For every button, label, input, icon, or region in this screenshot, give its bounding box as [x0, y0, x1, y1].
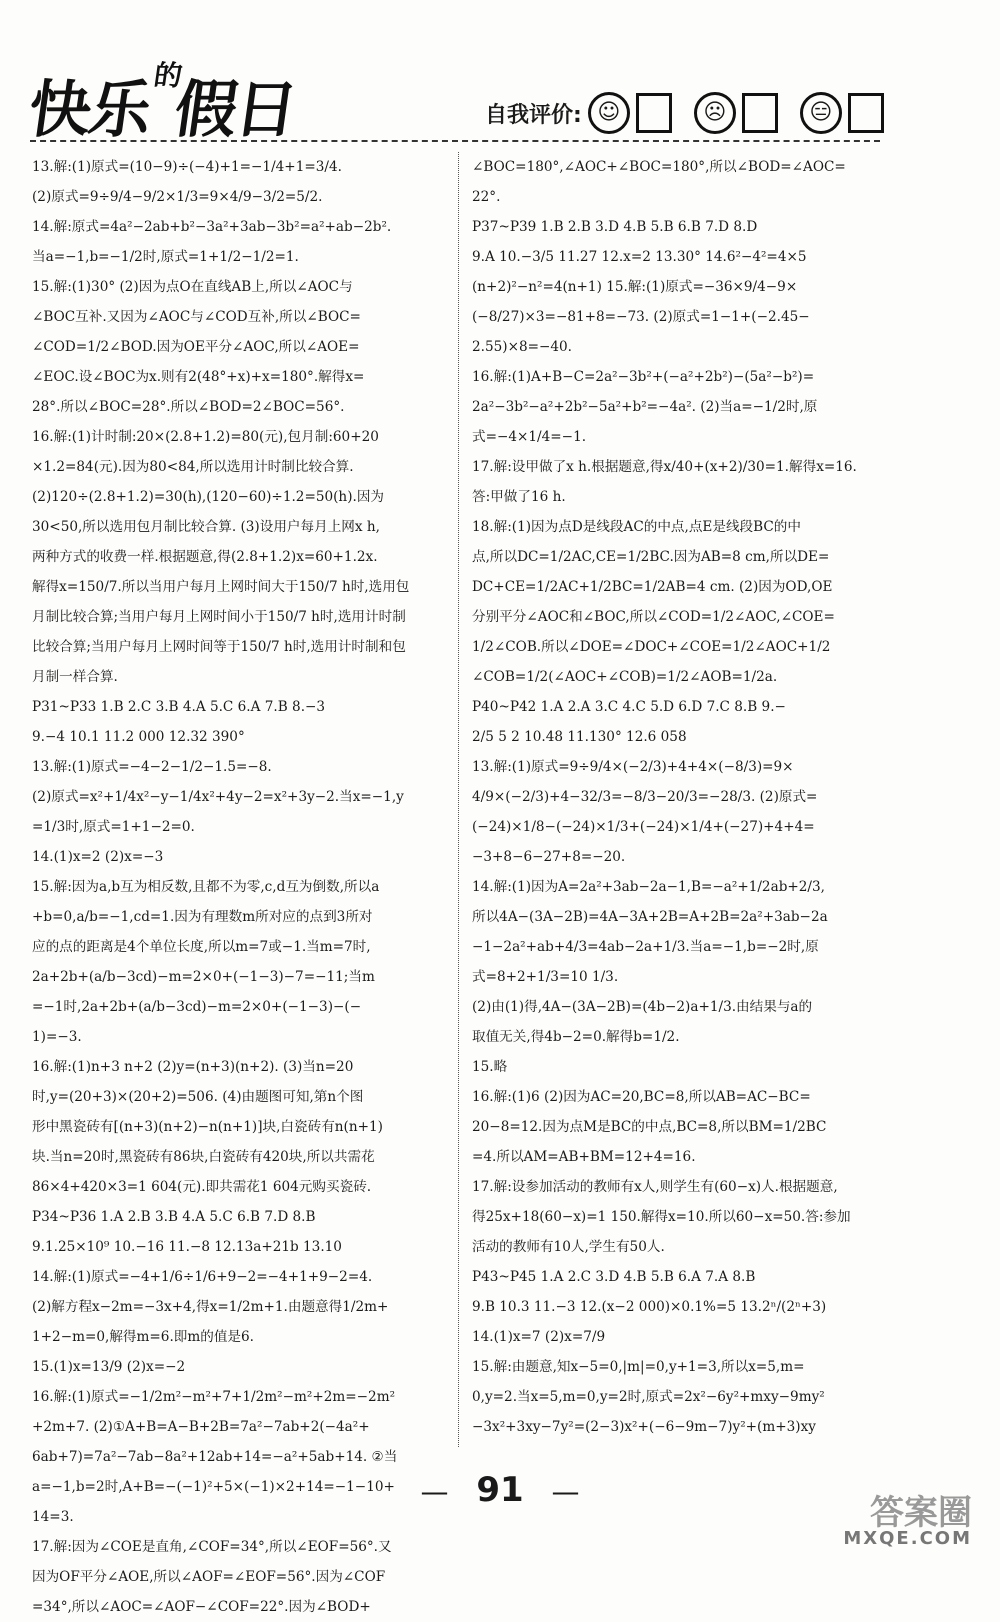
- self-eval-label: 自我评价:: [485, 102, 582, 128]
- answer-line: 9.1.25×10⁹ 10.−16 11.−8 12.13a+21b 13.10: [32, 1239, 342, 1255]
- footer-dash-right: —: [551, 1475, 580, 1508]
- answer-line: ×1.2=84(元).因为80<84,所以选用计时制比较合算.: [32, 459, 354, 475]
- page-number: 91: [476, 1470, 524, 1510]
- answer-line: =4.所以AM=AB+BM=12+4=16.: [472, 1149, 696, 1165]
- answer-line: ∠BOC=180°,∠AOC+∠BOC=180°,所以∠BOD=∠AOC=: [472, 159, 846, 175]
- logo: 快乐$^的$假日: [24, 59, 301, 146]
- answer-line: 14.解:(1)原式=−4+1/6÷1/6+9−2=−4+1+9−2=4.: [32, 1269, 373, 1285]
- answer-line: 16.解:(1)原式=−1/2m²−m²+7+1/2m²−m²+2m=−2m²: [32, 1389, 396, 1405]
- answer-line: 9.−4 10.1 11.2 000 12.32 390°: [32, 729, 245, 745]
- watermark: [843, 1493, 972, 1549]
- answer-line: −1−2a²+ab+4/3=4ab−2a+1/3.当a=−1,b=−2时,原: [472, 939, 819, 955]
- answer-line: 答:甲做了16 h.: [472, 489, 566, 505]
- answer-line: ∠EOC.设∠BOC为x.则有2(48°+x)+x=180°.解得x=: [32, 369, 365, 385]
- right-column: [472, 152, 892, 1442]
- checkbox-smile[interactable]: [636, 93, 672, 133]
- answer-line: =34°,所以∠AOC=∠AOF−∠COF=22°.因为∠BOD+: [32, 1599, 371, 1615]
- answer-line: (2)120÷(2.8+1.2)=30(h),(120−60)÷1.2=50(h).因为: [32, 489, 385, 505]
- answer-line: 得25x+18(60−x)=1 150.解得x=10.所以60−x=50.答:参加: [472, 1209, 851, 1225]
- answer-line: 解得x=150/7.所以当用户每月上网时间大于150/7 h时,选用包: [32, 579, 410, 595]
- answer-line: DC+CE=1/2AC+1/2BC=1/2AB=4 cm. (2)因为OD,OE: [472, 579, 833, 595]
- answer-line: 16.解:(1)A+B−C=2a²−3b²+(−a²+2b²)−(5a²−b²)=: [472, 369, 815, 385]
- answer-line: (n+2)²−n²=4(n+1) 15.解:(1)原式=−36×9/4−9×: [472, 279, 798, 295]
- answer-line: ∠COB=1/2(∠AOC+∠COB)=1/2∠AOB=1/2a.: [472, 669, 778, 685]
- answer-line: 13.解:(1)原式=9÷9/4×(−2/3)+4+4×(−8/3)=9×: [472, 759, 794, 775]
- answer-line: 分别平分∠AOC和∠BOC,所以∠COD=1/2∠AOC,∠COE=: [472, 609, 835, 625]
- answer-line: 13.解:(1)原式=(10−9)÷(−4)+1=−1/4+1=3/4.: [32, 159, 342, 175]
- answer-line: 2a+2b+(a/b−3cd)−m=2×0+(−1−3)−7=−11;当m: [32, 969, 375, 985]
- answer-line: 2a²−3b²−a²+2b²−5a²+b²=−4a². (2)当a=−1/2时,原: [472, 399, 818, 415]
- answer-line: 0,y=2.当x=5,m=0,y=2时,原式=2x²−6y²+mxy−9my²: [472, 1389, 825, 1405]
- answer-line: 16.解:(1)6 (2)因为AC=20,BC=8,所以AB=AC−BC=: [472, 1089, 811, 1105]
- answer-line: −3+8−6−27+8=−20.: [472, 849, 626, 865]
- answer-line: 28°.所以∠BOC=28°.所以∠BOD=2∠BOC=56°.: [32, 399, 345, 415]
- answer-line: 活动的教师有10人,学生有50人.: [472, 1239, 665, 1255]
- answer-line: (−8/27)×3=−81+8=−73. (2)原式=1−1+(−2.45−: [472, 309, 810, 325]
- answer-line: +b=0,a/b=−1,cd=1.因为有理数m所对应的点到3所对: [32, 909, 373, 925]
- answer-line: 1)=−3.: [32, 1029, 82, 1045]
- answer-line: 15.(1)x=13/9 (2)x=−2: [32, 1359, 186, 1375]
- answer-line: 9.A 10.−3/5 11.27 12.x=2 13.30° 14.6²−4²=4×5: [472, 249, 807, 265]
- answer-line: P34~P36 1.A 2.B 3.B 4.A 5.C 6.B 7.D 8.B: [32, 1209, 316, 1225]
- answer-line: 月制比较合算;当用户每月上网时间小于150/7 h时,选用计时制: [32, 609, 406, 625]
- answer-line: ∠BOC互补.又因为∠AOC与∠COD互补,所以∠BOC=: [32, 309, 361, 325]
- answer-line: 22°.: [472, 189, 501, 205]
- checkbox-sad[interactable]: [742, 93, 778, 133]
- answer-line: (−24)×1/8−(−24)×1/3+(−24)×1/4+(−27)+4+4=: [472, 819, 815, 835]
- answer-line: 因为OF平分∠AOE,所以∠AOF=∠EOF=56°.因为∠COF: [32, 1569, 386, 1585]
- answer-line: =−1时,2a+2b+(a/b−3cd)−m=2×0+(−1−3)−(−: [32, 999, 362, 1015]
- answer-line: 1+2−m=0,解得m=6.即m的值是6.: [32, 1329, 254, 1345]
- answer-line: 1/2∠COB.所以∠DOE=∠DOC+∠COE=1/2∠AOC+1/2: [472, 639, 831, 655]
- answer-line: P40~P42 1.A 2.A 3.C 4.C 5.D 6.D 7.C 8.B 9.−: [472, 699, 786, 715]
- watermark-url: MXQE.COM: [843, 1528, 972, 1549]
- answer-line: (2)解方程x−2m=−3x+4,得x=1/2m+1.由题意得1/2m+: [32, 1299, 389, 1315]
- answer-line: 14=3.: [32, 1509, 74, 1525]
- answer-line: a=−1,b=2时,A+B=−(−1)²+5×(−1)×2+14=−1−10+: [32, 1479, 395, 1495]
- answer-line: 30<50,所以选用包月制比较合算. (3)设用户每月上网x h,: [32, 519, 380, 535]
- answer-line: 月制一样合算.: [32, 669, 118, 685]
- answer-line: 18.解:(1)因为点D是线段AC的中点,点E是线段BC的中: [472, 519, 801, 535]
- answer-line: 14.(1)x=7 (2)x=7/9: [472, 1329, 606, 1345]
- answer-line: 4/9×(−2/3)+4−32/3=−8/3−20/3=−28/3. (2)原式=: [472, 789, 818, 805]
- answer-line: 形中黑瓷砖有[(n+3)(n+2)−n(n+1)]块,白瓷砖有n(n+1): [32, 1119, 383, 1135]
- answer-line: P37~P39 1.B 2.B 3.D 4.B 5.B 6.B 7.D 8.D: [472, 219, 758, 235]
- answer-line: −3x²+3xy−7y²=(2−3)x²+(−6−9m−7)y²+(m+3)xy: [472, 1419, 816, 1435]
- answer-line: 6ab+7)=7a²−7ab−8a²+12ab+14=−a²+5ab+14. ②当: [32, 1449, 398, 1465]
- answer-line: 时,y=(20+3)×(20+2)=506. (4)由题图可知,第n个图: [32, 1089, 364, 1105]
- answer-line: (2)原式=9÷9/4−9/2×1/3=9×4/9−3/2=5/2.: [32, 189, 323, 205]
- answer-line: 14.解:(1)因为A=2a²+3ab−2a−1,B=−a²+1/2ab+2/3,: [472, 879, 825, 895]
- answer-line: ∠COD=1/2∠BOD.因为OE平分∠AOC,所以∠AOE=: [32, 339, 360, 355]
- answer-line: 13.解:(1)原式=−4−2−1/2−1.5=−8.: [32, 759, 272, 775]
- footer-dash-left: —: [420, 1475, 449, 1508]
- left-column: [32, 152, 450, 1622]
- answer-line: 15.解:由题意,知x−5=0,|m|=0,y+1=3,所以x=5,m=: [472, 1359, 805, 1375]
- answer-line: 当a=−1,b=−1/2时,原式=1+1/2−1/2=1.: [32, 249, 299, 265]
- answer-line: 应的点的距离是4个单位长度,所以m=7或−1.当m=7时,: [32, 939, 371, 955]
- page-header: [0, 0, 1000, 150]
- neutral-face-icon: 😑: [800, 92, 842, 134]
- answer-line: 取值无关,得4b−2=0.解得b=1/2.: [472, 1029, 680, 1045]
- answer-line: 2/5 5 2 10.48 11.130° 12.6 058: [472, 729, 687, 745]
- answer-line: 86×4+420×3=1 604(元).即共需花1 604元购买瓷砖.: [32, 1179, 372, 1195]
- answer-line: 15.略: [472, 1059, 508, 1075]
- answer-line: 14.(1)x=2 (2)x=−3: [32, 849, 164, 865]
- sad-face-icon: ☹: [694, 92, 736, 134]
- answer-line: 14.解:原式=4a²−2ab+b²−3a²+3ab−3b²=a²+ab−2b².: [32, 219, 392, 235]
- answer-line: 比较合算;当用户每月上网时间等于150/7 h时,选用计时制和包: [32, 639, 406, 655]
- answer-line: 20−8=12.因为点M是BC的中点,BC=8,所以BM=1/2BC: [472, 1119, 827, 1135]
- watermark-logo: 答案圈: [870, 1493, 972, 1533]
- answer-line: 2.55)×8=−40.: [472, 339, 573, 355]
- header-divider: [30, 140, 880, 142]
- answer-line: 15.解:因为a,b互为相反数,且都不为零,c,d互为倒数,所以a: [32, 879, 380, 895]
- answer-line: 16.解:(1)计时制:20×(2.8+1.2)=80(元),包月制:60+20: [32, 429, 379, 445]
- answer-line: 点,所以DC=1/2AC,CE=1/2BC.因为AB=8 cm,所以DE=: [472, 549, 830, 565]
- answer-line: (2)原式=x²+1/4x²−y−1/4x²+4y−2=x²+3y−2.当x=−1,y: [32, 789, 404, 805]
- answer-line: 17.解:设参加活动的教师有x人,则学生有(60−x)人.根据题意,: [472, 1179, 838, 1195]
- answer-line: P43~P45 1.A 2.C 3.D 4.B 5.B 6.A 7.A 8.B: [472, 1269, 756, 1285]
- column-divider: [458, 152, 459, 1447]
- answer-line: =1/3时,原式=1+1−2=0.: [32, 819, 195, 835]
- answer-line: 所以4A−(3A−2B)=4A−3A+2B=A+2B=2a²+3ab−2a: [472, 909, 828, 925]
- answer-line: 式=−4×1/4=−1.: [472, 429, 587, 445]
- answer-line: (2)由(1)得,4A−(3A−2B)=(4b−2)a+1/3.由结果与a的: [472, 999, 813, 1015]
- answer-line: 两种方式的收费一样.根据题意,得(2.8+1.2)x=60+1.2x.: [32, 549, 378, 565]
- answer-line: 17.解:设甲做了x h.根据题意,得x/40+(x+2)/30=1.解得x=16.: [472, 459, 857, 475]
- answer-line: 15.解:(1)30° (2)因为点O在直线AB上,所以∠AOC与: [32, 279, 353, 295]
- self-evaluation: [485, 92, 900, 134]
- checkbox-neutral[interactable]: [848, 93, 884, 133]
- answer-line: 9.B 10.3 11.−3 12.(x−2 000)×0.1%=5 13.2ⁿ/(2ⁿ+3): [472, 1299, 827, 1315]
- answer-line: 17.解:因为∠COE是直角,∠COF=34°,所以∠EOF=56°.又: [32, 1539, 392, 1555]
- answer-line: 块.当n=20时,黑瓷砖有86块,白瓷砖有420块,所以共需花: [32, 1149, 375, 1165]
- answer-line: P31~P33 1.B 2.C 3.B 4.A 5.C 6.A 7.B 8.−3: [32, 699, 326, 715]
- answer-line: +2m+7. (2)①A+B=A−B+2B=7a²−7ab+2(−4a²+: [32, 1419, 370, 1435]
- answer-line: 式=8+2+1/3=10 1/3.: [472, 969, 619, 985]
- smile-face-icon: ☺: [588, 92, 630, 134]
- answer-line: 16.解:(1)n+3 n+2 (2)y=(n+3)(n+2). (3)当n=20: [32, 1059, 354, 1075]
